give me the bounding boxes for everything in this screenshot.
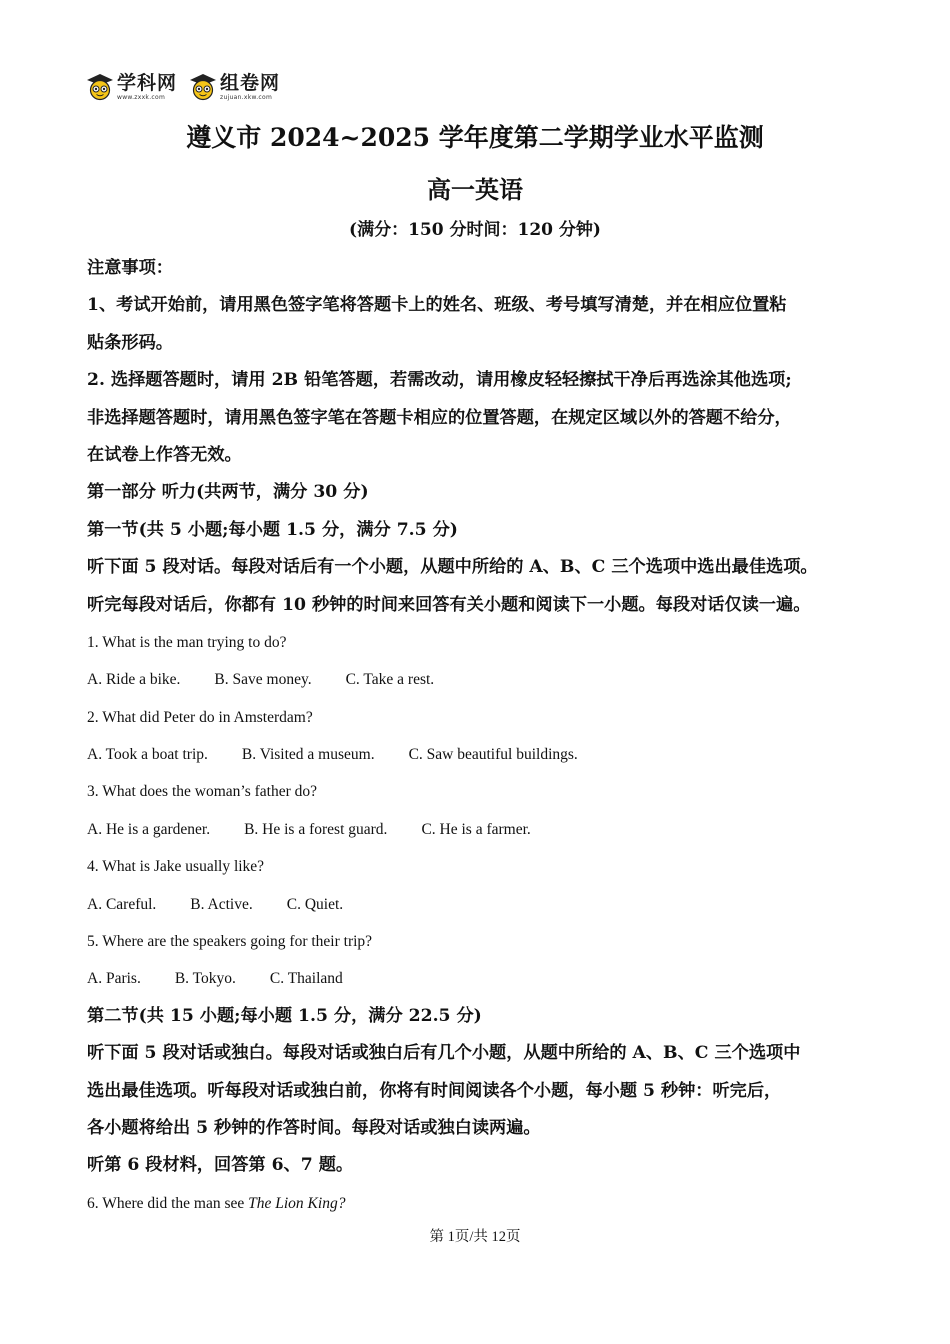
question-options [87,960,872,997]
logo-name: 组卷网 [220,71,281,94]
section-heading: 第一节(共 5 小题;每小题 1.5 分，满分 7.5 分) [87,519,458,540]
page-subtitle: 高一英语 [427,175,523,204]
notice-line: 在试卷上作答无效。 [87,444,242,465]
option: C. Quiet. [286,895,344,913]
option: A. Took a boat trip. [87,746,208,764]
logo-url: zujuan.xkw.com [220,93,273,101]
option: C. Take a rest. [345,671,435,689]
question-text: 1. What is the man trying to do? [87,633,287,651]
notice-heading: 注意事项： [87,258,173,278]
logo-bar [86,70,280,104]
material-heading: 听第 6 段材料，回答第 6、7 题。 [87,1155,354,1176]
section-instruction: 选出最佳选项。听每段对话或独白前，你将有时间阅读各个小题，每小题 5 秒钟：听完后， [87,1080,782,1101]
zujuan-logo [189,73,280,101]
option: B. He is a forest guard. [244,820,388,838]
option: B. Visited a museum. [241,746,375,764]
section-instruction: 听下面 5 段对话或独白。每段对话或独白后有几个小题，从题中所给的 A、B、C 三个选项中 [87,1043,801,1064]
option: A. Ride a bike. [87,671,181,689]
section-instruction: 听下面 5 段对话。每段对话后有一个小题，从题中所给的 A、B、C 三个选项中选出最佳选项。 [87,557,818,578]
question-text: 4. What is Jake usually like? [87,858,265,876]
option: A. He is a gardener. [87,820,211,838]
zxxk-logo [86,73,177,101]
movie-title: The Lion King? [248,1194,346,1212]
question-options [87,736,872,773]
question-text: 3. What does the woman’s father do? [87,783,317,801]
exam-meta: (满分：150 分时间：120 分钟) [349,220,601,240]
notice-line: 贴条形码。 [87,332,173,353]
question-text [87,1185,872,1222]
option: C. Thailand [269,970,343,988]
question-options [87,811,872,848]
option: A. Careful. [87,895,157,913]
option: B. Save money. [214,671,312,689]
option: A. Paris. [87,970,141,988]
mascot-icon [86,73,114,101]
notice-line: 非选择题答题时，请用黑色签字笔在答题卡相应的位置答题，在规定区域以外的答题不给分， [87,407,792,428]
notice-line: 2. 选择题答题时，请用 2B 铅笔答题，若需改动，请用橡皮轻轻擦拭干净后再选涂其他选项; [87,370,792,391]
section-heading: 第二节(共 15 小题;每小题 1.5 分，满分 22.5 分) [87,1005,482,1026]
mascot-icon [189,73,217,101]
exam-content [87,250,872,1222]
option: C. He is a farmer. [421,820,531,838]
question-options [87,886,872,923]
section-instruction: 听完每段对话后，你都有 10 秒钟的时间来回答有关小题和阅读下一小题。每段对话仅读一遍。 [87,594,811,615]
logo-name: 学科网 [117,71,178,94]
logo-url: www.zxxk.com [117,93,166,101]
page-footer: 第 1页/共 12页 [429,1229,521,1245]
part-heading: 第一部分 听力(共两节，满分 30 分) [87,482,369,503]
page-title: 遵义市 2024~2025 学年度第二学期学业水平监测 [186,123,764,152]
question-prefix: 6. Where did the man see [87,1194,249,1212]
notice-line: 1、考试开始前，请用黑色签字笔将答题卡上的姓名、班级、考号填写清楚，并在相应位置粘 [87,295,787,316]
option: B. Tokyo. [174,970,236,988]
question-options [87,661,872,698]
section-instruction: 各小题将给出 5 秒钟的作答时间。每段对话或独白读两遍。 [87,1117,541,1138]
option: C. Saw beautiful buildings. [408,746,578,764]
option: B. Active. [190,895,253,913]
question-text: 5. Where are the speakers going for their trip? [87,933,373,951]
question-text: 2. What did Peter do in Amsterdam? [87,708,313,726]
